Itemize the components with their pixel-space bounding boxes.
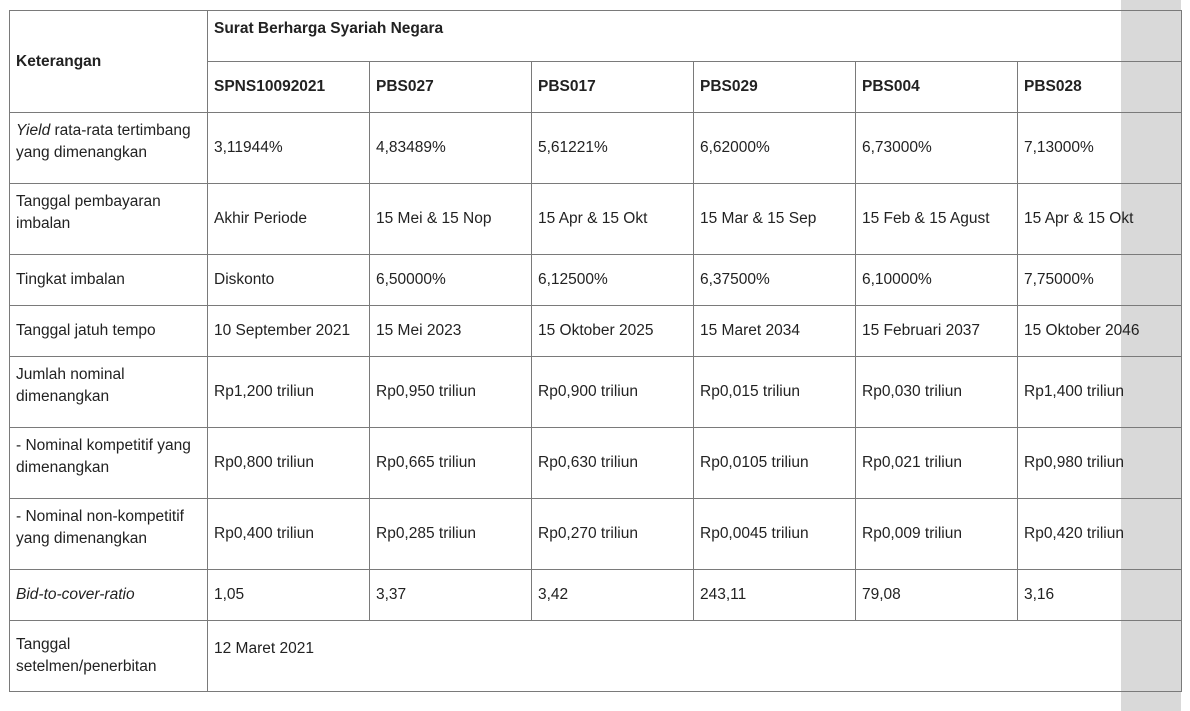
table-cell: 6,50000% (370, 255, 532, 306)
row-jatuh-tempo (10, 306, 1182, 357)
header-series-5: PBS004 (856, 62, 1018, 113)
table-cell: Rp0,400 triliun (208, 499, 370, 570)
table-cell: 15 Mei & 15 Nop (370, 184, 532, 255)
row-label-tanggal-pembayaran: Tanggal pembayaran imbalan (10, 184, 208, 255)
table-cell: 3,37 (370, 570, 532, 621)
table-cell: 15 Oktober 2046 (1018, 306, 1182, 357)
row-jumlah-nominal (10, 357, 1182, 428)
row-label-tanggal-setelmen: Tanggal setelmen/penerbitan (10, 621, 208, 692)
table-cell: Rp0,900 triliun (532, 357, 694, 428)
row-tanggal-setelmen (10, 621, 1182, 692)
row-tingkat-imbalan (10, 255, 1182, 306)
yield-italic-label: Yield (16, 122, 51, 139)
table-cell: 15 Mar & 15 Sep (694, 184, 856, 255)
row-tanggal-pembayaran (10, 184, 1182, 255)
table-cell: 243,11 (694, 570, 856, 621)
table-cell: Rp0,980 triliun (1018, 428, 1182, 499)
table-cell: 5,61221% (532, 113, 694, 184)
row-label-nominal-non-kompetitif: - Nominal non-kompetitif yang dimenangkan (10, 499, 208, 570)
row-label-jatuh-tempo: Tanggal jatuh tempo (10, 306, 208, 357)
table-cell: 3,42 (532, 570, 694, 621)
table-cell: Rp0,009 triliun (856, 499, 1018, 570)
table-cell: 15 Apr & 15 Okt (532, 184, 694, 255)
yield-label-rest: rata-rata tertimbang yang dimenangkan (16, 122, 191, 161)
table-cell: 6,62000% (694, 113, 856, 184)
header-series-3: PBS017 (532, 62, 694, 113)
table-cell: 6,10000% (856, 255, 1018, 306)
table-cell: 7,75000% (1018, 255, 1182, 306)
row-label-nominal-kompetitif: - Nominal kompetitif yang dimenangkan (10, 428, 208, 499)
header-series-2: PBS027 (370, 62, 532, 113)
table-cell: 6,12500% (532, 255, 694, 306)
table-cell: 15 Apr & 15 Okt (1018, 184, 1182, 255)
row-nominal-non-kompetitif (10, 499, 1182, 570)
table-cell: 15 Maret 2034 (694, 306, 856, 357)
table-cell: 1,05 (208, 570, 370, 621)
row-bid-to-cover (10, 570, 1182, 621)
row-yield (10, 113, 1182, 184)
table-cell: 4,83489% (370, 113, 532, 184)
table-cell: Rp0,630 triliun (532, 428, 694, 499)
table-cell: Rp0,021 triliun (856, 428, 1018, 499)
header-keterangan: Keterangan (10, 11, 208, 113)
table-cell: 79,08 (856, 570, 1018, 621)
table-cell: 3,16 (1018, 570, 1182, 621)
table-cell: Akhir Periode (208, 184, 370, 255)
table-cell-setelmen: 12 Maret 2021 (208, 621, 1182, 692)
table-cell: Rp0,420 triliun (1018, 499, 1182, 570)
table-cell: 7,13000% (1018, 113, 1182, 184)
table-cell: 6,73000% (856, 113, 1018, 184)
row-label-yield (10, 113, 208, 184)
row-label-jumlah-nominal: Jumlah nominal dimenangkan (10, 357, 208, 428)
row-label-bid-to-cover: Bid-to-cover-ratio (10, 570, 208, 621)
table-cell: 15 Feb & 15 Agust (856, 184, 1018, 255)
table-cell: Rp0,800 triliun (208, 428, 370, 499)
table-cell: 15 Februari 2037 (856, 306, 1018, 357)
table-cell: 10 September 2021 (208, 306, 370, 357)
header-group-title: Surat Berharga Syariah Negara (208, 11, 1182, 62)
table-cell: 3,11944% (208, 113, 370, 184)
table-cell: Rp0,0045 triliun (694, 499, 856, 570)
header-series-6: PBS028 (1018, 62, 1182, 113)
row-label-tingkat-imbalan: Tingkat imbalan (10, 255, 208, 306)
table-cell: Diskonto (208, 255, 370, 306)
row-nominal-kompetitif (10, 428, 1182, 499)
table-cell: Rp1,400 triliun (1018, 357, 1182, 428)
table-cell: Rp1,200 triliun (208, 357, 370, 428)
table-cell: Rp0,270 triliun (532, 499, 694, 570)
header-row-group (10, 11, 1182, 62)
table-cell: Rp0,950 triliun (370, 357, 532, 428)
table-cell: Rp0,015 triliun (694, 357, 856, 428)
header-series-4: PBS029 (694, 62, 856, 113)
table-cell: Rp0,0105 triliun (694, 428, 856, 499)
sbsn-auction-table (9, 10, 1182, 692)
table-cell: Rp0,665 triliun (370, 428, 532, 499)
table-cell: 15 Oktober 2025 (532, 306, 694, 357)
table-cell: 15 Mei 2023 (370, 306, 532, 357)
table-cell: Rp0,285 triliun (370, 499, 532, 570)
table-cell: Rp0,030 triliun (856, 357, 1018, 428)
table-cell: 6,37500% (694, 255, 856, 306)
header-series-1: SPNS10092021 (208, 62, 370, 113)
